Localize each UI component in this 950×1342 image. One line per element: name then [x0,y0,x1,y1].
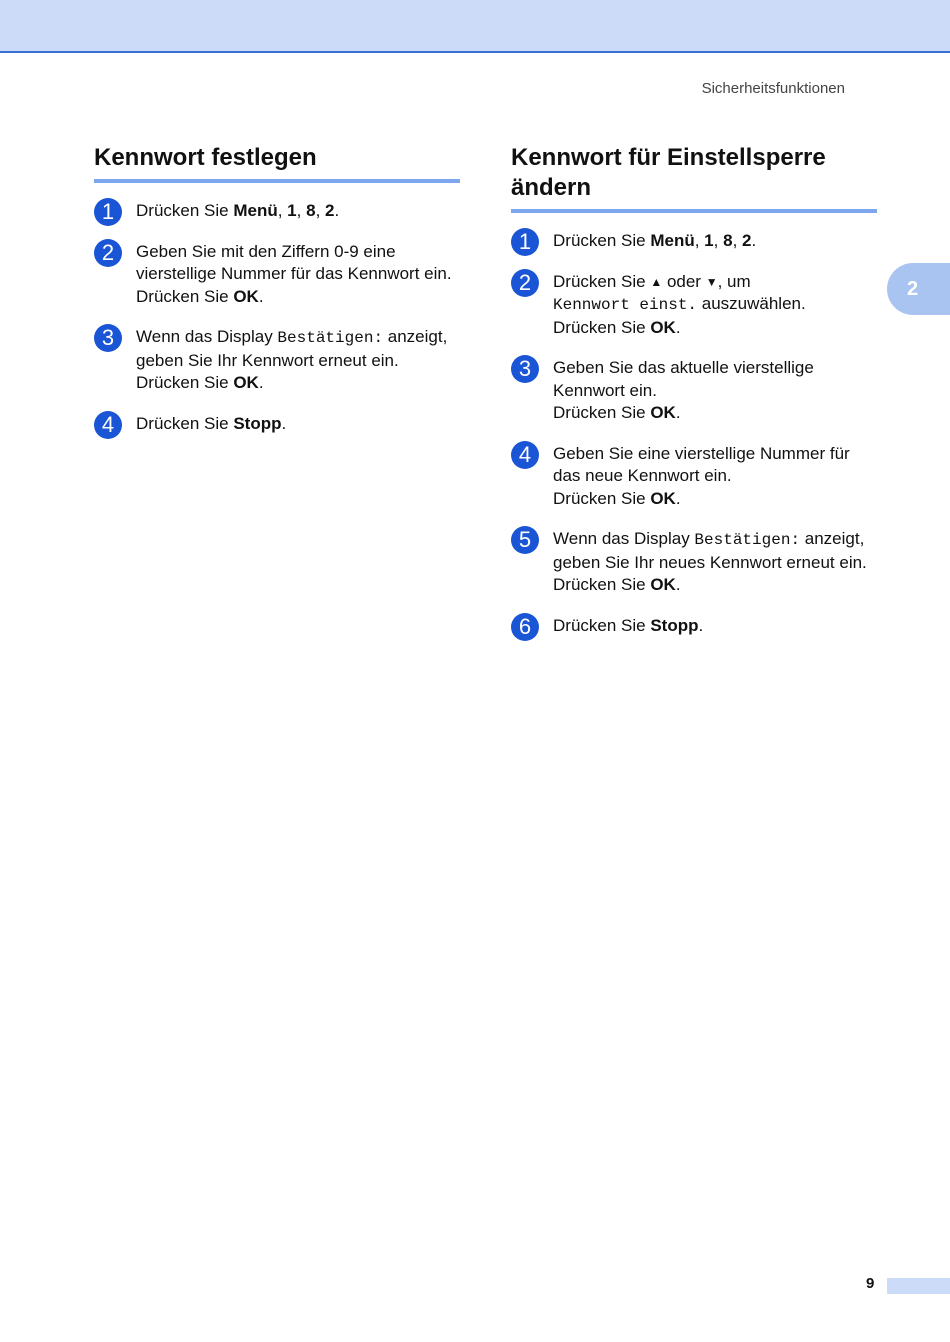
step-text-ok [136,372,460,395]
key-1: 1 [287,201,297,220]
separator: , [315,201,326,220]
period: . [258,373,264,392]
period: . [675,488,681,508]
period: . [698,615,704,635]
step-number-badge: 1 [94,198,122,226]
key-stopp: Stopp [233,413,282,433]
press-text: Drücken Sie [553,271,651,291]
separator: , [732,231,743,250]
step-text-ok [553,488,877,511]
step-list [511,230,877,637]
step-text [553,293,877,317]
step-number-badge: 3 [94,324,122,352]
separator: , [713,231,724,250]
key-stopp: Stopp [650,615,699,635]
step-5 [511,528,877,597]
down-arrow-icon: ▼ [705,274,718,289]
text: Wenn das Display [136,327,278,346]
key-8: 8 [306,201,316,220]
key-1: 1 [704,231,714,250]
key-ok: OK [650,488,676,508]
step-number-badge: 1 [511,228,539,256]
period: . [675,403,681,422]
lcd-message: Bestätigen: [694,531,801,549]
step-text: Geben Sie das aktuelle vierstellige Kennwort ein. [553,358,814,400]
up-arrow-icon: ▲ [650,274,663,289]
section-kennwort-aendern [511,143,877,655]
step-number-badge: 2 [94,239,122,267]
step-list [94,200,460,435]
step-text-ok [553,574,877,597]
key-menu: Menü [233,201,278,220]
key-ok: OK [233,286,259,306]
header-band [0,0,950,53]
press-text: Drücken Sie [136,373,234,392]
key-2: 2 [742,231,752,250]
period: . [675,575,681,594]
text: oder [662,271,706,291]
separator: , [694,231,705,250]
step-3 [511,357,877,425]
press-text: Drücken Sie [553,575,651,594]
press-text: Drücken Sie [553,317,651,337]
step-2 [94,241,460,309]
text: , um [717,271,751,291]
press-text: Drücken Sie [553,615,651,635]
step-4 [511,443,877,511]
key-ok: OK [233,373,259,392]
key-ok: OK [650,403,676,422]
step-4 [94,413,460,436]
step-text: Drücken Sie [136,201,234,220]
period: . [751,231,757,250]
key-2: 2 [325,201,335,220]
step-1 [94,200,460,223]
step-text-ok [553,317,877,340]
running-header: Sicherheitsfunktionen [701,80,845,97]
press-text: Drücken Sie [136,286,234,306]
step-3 [94,326,460,395]
step-number-badge: 4 [94,411,122,439]
step-number-badge: 3 [511,355,539,383]
chapter-tab: 2 [887,263,950,315]
press-text: Drücken Sie [553,488,651,508]
section-title: Kennwort festlegen [94,143,460,183]
step-text-ok [136,286,460,309]
period: . [258,286,264,306]
step-1 [511,230,877,253]
section-title: Kennwort für Einstellsperre ändern [511,143,877,213]
step-number-badge: 4 [511,441,539,469]
separator: , [277,201,288,220]
period: . [281,413,287,433]
key-menu: Menü [650,231,695,250]
step-2 [511,271,877,340]
key-ok: OK [650,317,676,337]
step-number-badge: 2 [511,269,539,297]
section-kennwort-festlegen [94,143,460,453]
text: Wenn das Display [553,529,695,548]
step-text: Geben Sie eine vierstellige Nummer für das neue Kennwort ein. [553,443,850,485]
separator: , [296,201,307,220]
step-text [553,271,877,294]
step-text: Geben Sie mit den Ziffern 0-9 eine vierstellige Nummer für das Kennwort ein. [136,241,452,283]
lcd-message: Bestätigen: [277,329,384,347]
lcd-message: Kennwort einst. [553,296,698,314]
step-text [136,326,460,372]
period: . [334,201,340,220]
step-text: Drücken Sie [553,231,651,250]
press-text: Drücken Sie [136,413,234,433]
period: . [675,317,681,337]
press-text: Drücken Sie [553,403,651,422]
text: anzeigt, geben Sie Ihr Kennwort erneut ein. [136,327,448,370]
page-number: 9 [866,1275,875,1292]
step-6 [511,615,877,638]
key-8: 8 [723,231,733,250]
text: auszuwählen. [697,294,806,313]
step-number-badge: 6 [511,613,539,641]
text: anzeigt, geben Sie Ihr neues Kennwort erneut ein. [553,529,867,572]
footer-bar [887,1278,950,1294]
step-number-badge: 5 [511,526,539,554]
step-text [553,528,877,574]
step-text-ok [553,402,877,425]
key-ok: OK [650,575,676,594]
